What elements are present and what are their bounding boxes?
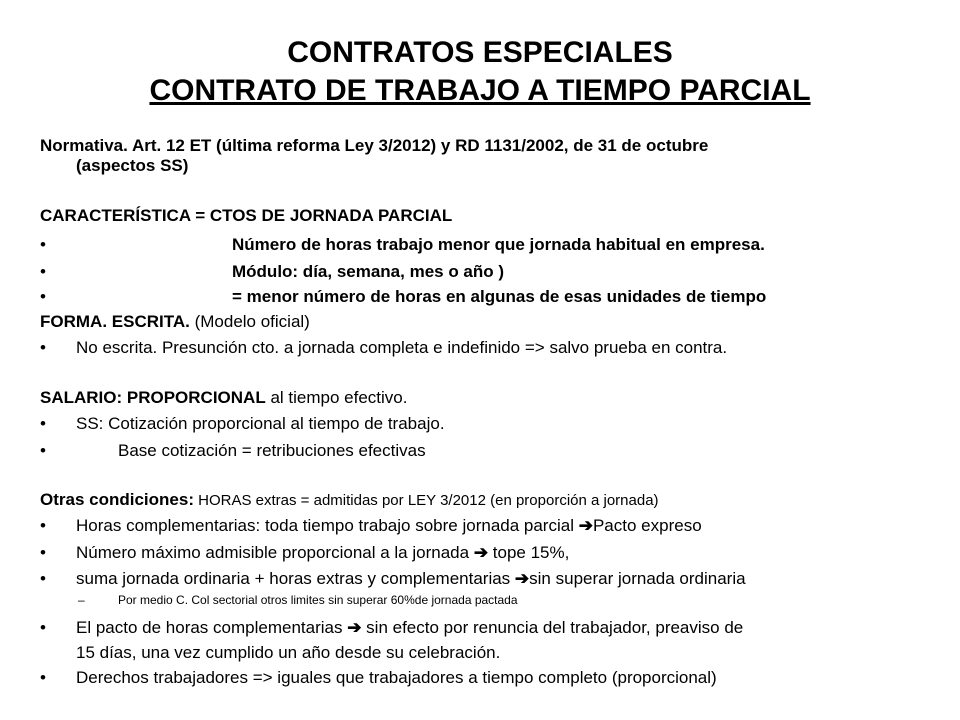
caracteristica-bullet-2: Módulo: día, semana, mes o año ): [232, 262, 505, 281]
otras-bullet-1: [76, 516, 702, 536]
title-line-2: CONTRATO DE TRABAJO A TIEMPO PARCIAL: [149, 74, 811, 107]
normativa-line-1: Normativa. Art. 12 ET (última reforma Ley 3/2012) y RD 1131/2002, de 31 de octubre: [40, 136, 709, 155]
otras-bullet-2-result: tope 15%,: [488, 543, 570, 562]
otras-bullet-2-text: Número máximo admisible proporcional a la jornada: [76, 543, 474, 562]
salario-heading: [40, 388, 407, 408]
bullet: •: [40, 569, 46, 588]
dash: –: [78, 593, 85, 607]
bullet: •: [40, 287, 46, 306]
forma-heading-rest: (Modelo oficial): [189, 312, 310, 331]
salario-heading-rest: al tiempo efectivo.: [265, 388, 408, 407]
caracteristica-bullet-3: = menor número de horas en algunas de esas unidades de tiempo: [232, 287, 767, 306]
arrow-right-icon: ➔: [578, 516, 593, 535]
bullet: •: [40, 338, 46, 357]
otras-heading: [40, 490, 659, 511]
otras-bullet-3-text: suma jornada ordinaria + horas extras y complementarias: [76, 569, 515, 588]
bullet: •: [40, 441, 46, 460]
forma-bullet: No escrita. Presunción cto. a jornada completa e indefinido => salvo prueba en contra.: [76, 338, 728, 357]
otras-bullet-5: Derechos trabajadores => iguales que trabajadores a tiempo completo (proporcional): [76, 668, 717, 687]
caracteristica-bullet-1: Número de horas trabajo menor que jornada habitual en empresa.: [232, 235, 765, 254]
arrow-right-icon: ➔: [473, 543, 489, 562]
otras-heading-rest: HORAS extras = admitidas por LEY 3/2012 (en proporción a jornada): [193, 492, 659, 509]
otras-bullet-4-text: El pacto de horas complementarias: [76, 618, 348, 637]
otras-bullet-1-text: Horas complementarias: toda tiempo trabajo sobre jornada parcial: [76, 516, 579, 535]
arrow-right-icon: ➔: [514, 569, 530, 588]
normativa-line-2: (aspectos SS): [76, 156, 189, 175]
bullet: •: [40, 516, 46, 535]
forma-heading-bold: FORMA. ESCRITA.: [40, 312, 190, 331]
arrow-right-icon: ➔: [347, 618, 362, 637]
slide-title: [0, 34, 960, 110]
salario-bullet-1: SS: Cotización proporcional al tiempo de trabajo.: [76, 414, 445, 433]
bullet: •: [40, 414, 46, 433]
bullet: •: [40, 618, 46, 637]
bullet: •: [40, 235, 46, 254]
bullet: •: [40, 543, 46, 562]
otras-bullet-4: [76, 618, 743, 638]
otras-bullet-4-result: sin efecto por renuncia del trabajador, preaviso de: [361, 618, 744, 637]
salario-bullet-2: Base cotización = retribuciones efectivas: [118, 441, 426, 460]
otras-heading-bold: Otras condiciones:: [40, 490, 194, 509]
otras-subbullet: Por medio C. Col sectorial otros limites sin superar 60%de jornada pactada: [118, 593, 518, 607]
otras-bullet-2: [76, 543, 569, 563]
otras-bullet-3-result: sin superar jornada ordinaria: [529, 569, 746, 588]
otras-bullet-4-line-2: 15 días, una vez cumplido un año desde su celebración.: [76, 643, 501, 662]
otras-bullet-3: [76, 569, 746, 589]
title-line-1: CONTRATOS ESPECIALES: [287, 36, 673, 69]
bullet: •: [40, 262, 46, 281]
salario-heading-bold: SALARIO: PROPORCIONAL: [40, 388, 266, 407]
caracteristica-heading: CARACTERÍSTICA = CTOS DE JORNADA PARCIAL: [40, 206, 453, 225]
bullet: •: [40, 668, 46, 687]
forma-heading: [40, 312, 310, 332]
otras-bullet-1-result: Pacto expreso: [592, 516, 702, 535]
